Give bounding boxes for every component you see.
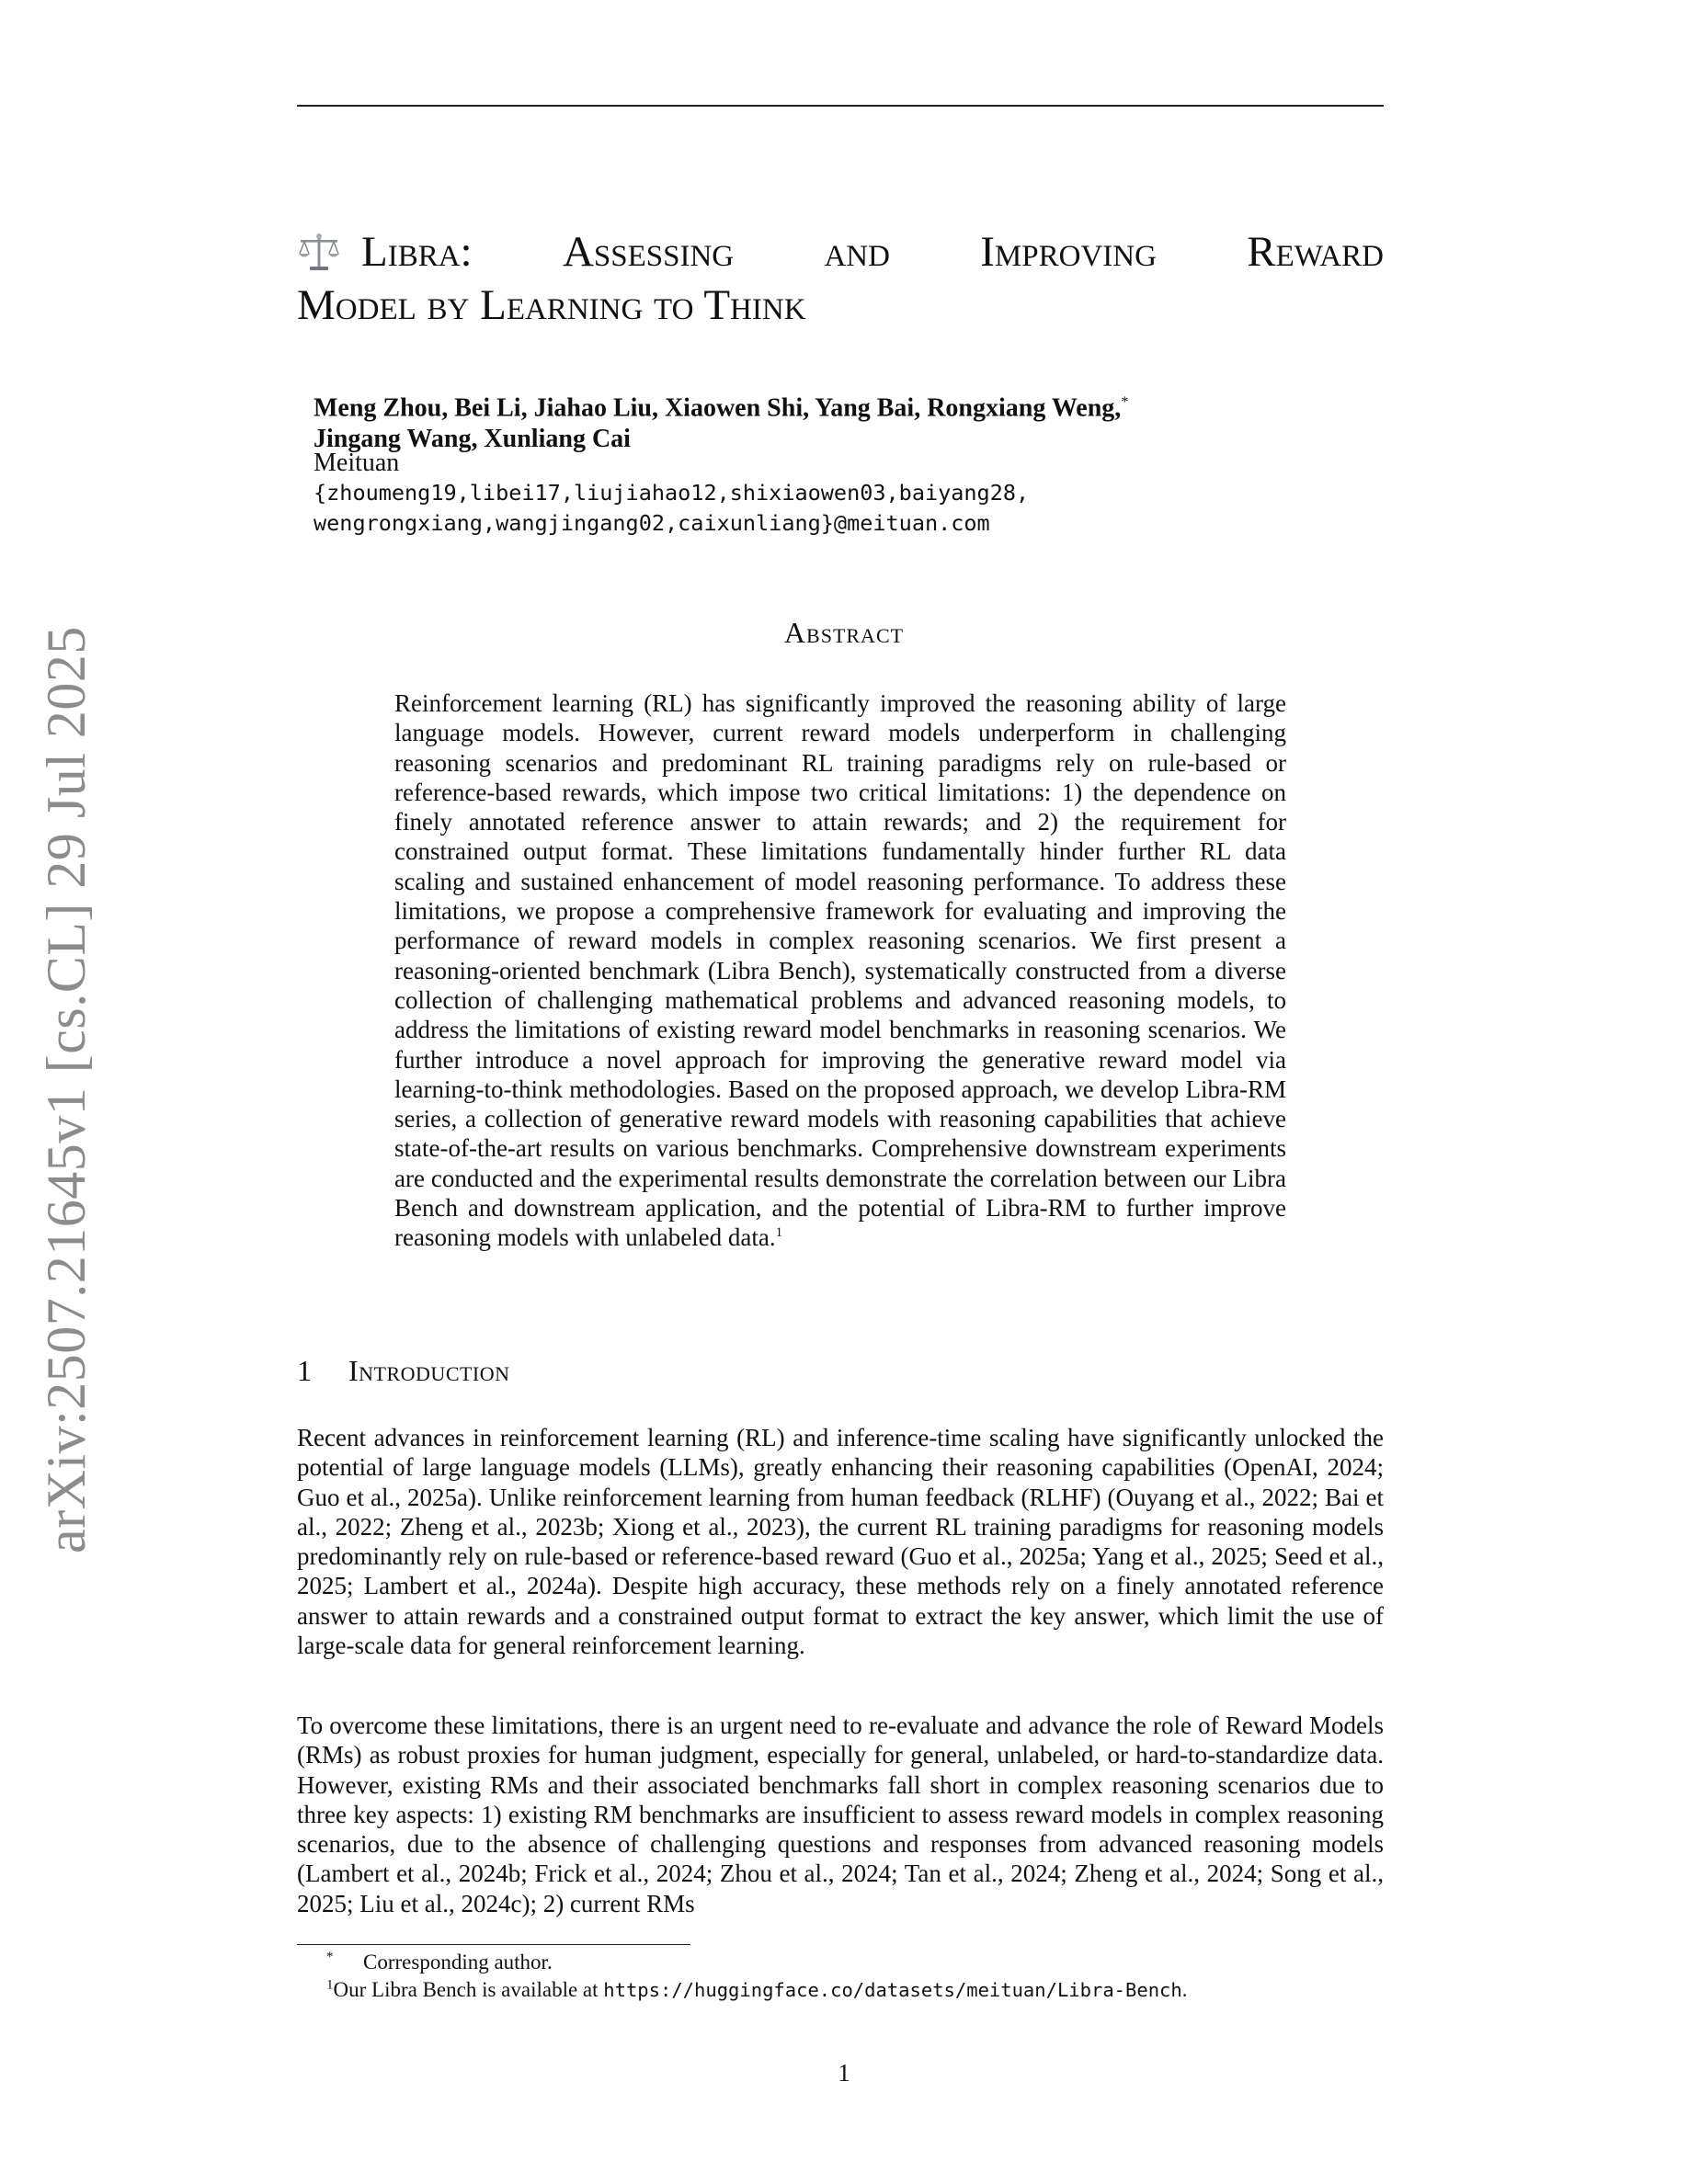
intro-paragraph-1: Recent advances in reinforcement learning (RL) and inference-time scaling have significantly unlocked the potential of large language models (LLMs), greatly enhancing their reasoning capabilities (OpenAI, 2024; Guo et al., 2025a). Unlike reinforcement learning from human feedback (RLHF) (Ouyang et al., 2022; Bai et al., 2022; Zheng et al., 2023b; Xiong et al., 2023), the current RL training paradigms for reasoning models predominantly rely on rule-based or reference-based reward (Guo et al., 2025a; Yang et al., 2025; Seed et al., 2025; Lambert et al., 2024a). Despite high accuracy, these methods rely on a finely annotated reference answer to attain rewards and a constrained output format to extract the key answer, which limit the use of large-scale data for general reinforcement learning. [297, 1424, 1384, 1660]
section-number: 1 [297, 1354, 313, 1387]
author-line-2: Jingang Wang, Xunliang Cai [314, 425, 631, 454]
abstract-heading: Abstract [783, 616, 905, 649]
title-word: Reward [1247, 228, 1384, 276]
footnote-corresponding-author: * Corresponding author. [326, 1950, 553, 1974]
title-word: Assessing [562, 228, 735, 276]
title-line-1 [297, 225, 1384, 279]
title-word: and [824, 228, 890, 276]
page-number: 1 [838, 2059, 850, 2087]
corresponding-author-mark: * [1121, 394, 1129, 410]
email-line-2: wengrongxiang,wangjingang02,caixunliang}@meituan.com [314, 510, 990, 536]
dataset-link[interactable]: https://huggingface.co/datasets/meituan/Libra-Bench [603, 1979, 1182, 2001]
abstract-body [394, 688, 1286, 1253]
header-rule [297, 105, 1384, 107]
paper-title [297, 225, 1384, 332]
title-word: Libra: [361, 228, 473, 276]
footnotes [326, 1949, 1187, 2004]
title-lead [297, 225, 473, 279]
intro-paragraph-2: To overcome these limitations, there is an urgent need to re-evaluate and advance the role of Reward Models (RMs) as robust proxies for human judgment, especially for general, unlabeled, or hard-to-standardize data. However, existing RMs and their associated benchmarks fall short in complex reasoning scenarios due to three key aspects: 1) existing RM benchmarks are insufficient to assess reward models in complex reasoning scenarios, due to the absence of challenging questions and responses from advanced reasoning models (Lambert et al., 2024b; Frick et al., 2024; Zhou et al., 2024; Tan et al., 2024; Zheng et al., 2024; Song et al., 2025; Liu et al., 2024c); 2) current RMs [297, 1712, 1384, 1917]
arxiv-identifier-stamp[interactable]: arXiv:2507.21645v1 [cs.CL] 29 Jul 2025 [36, 626, 97, 1553]
footnote-1: $^1$Our Libra Bench is available at https://huggingface.co/datasets/meituan/Libra-Bench. [326, 1977, 1188, 2001]
section-heading-introduction [297, 1354, 510, 1388]
section-title: Introduction [348, 1354, 510, 1387]
footnote-1-mark: 1 [326, 1977, 334, 1993]
affiliation: Meituan [314, 449, 400, 477]
title-word: Improving [980, 228, 1157, 276]
balance-scale-icon [297, 230, 341, 274]
abstract-text: Reinforcement learning (RL) has significantly improved the reasoning ability of large language models. However, current reward models underperform in challenging reasoning scenarios and predominant RL training paradigms rely on rule-based or reference-based rewards, which impose two critical limitations: 1) the dependence on finely annotated reference answer to attain rewards; and 2) the requirement for constrained output format. These limitations fundamentally hinder further RL data scaling and sustained enhancement of model reasoning performance. To address these limitations, we propose a comprehensive framework for evaluating and improving the performance of reward models in complex reasoning scenarios. We first present a reasoning-oriented benchmark (Libra Bench), systematically constructed from a diverse collection of challenging mathematical problems and advanced reasoning models, to address the limitations of existing reward model benchmarks in reasoning scenarios. We further introduce a novel approach for improving the generative reward model via learning-to-think methodologies. Based on the proposed approach, we develop Libra-RM series, a collection of generative reward models with reasoning capabilities that achieve state-of-the-art results on various benchmarks. Comprehensive downstream experiments are conducted and the experimental results demonstrate the correlation between our Libra Bench and downstream application, and the potential of Libra-RM to further improve reasoning models with unlabeled data. [394, 689, 1286, 1252]
author-list [314, 387, 1128, 455]
footnote-ref-1[interactable]: 1 [775, 1225, 783, 1241]
author-line-1: Meng Zhou, Bei Li, Jiahao Liu, Xiaowen Shi, Yang Bai, Rongxiang Weng,* [314, 393, 1129, 423]
email-line-1: {zhoumeng19,libei17,liujiahao12,shixiaowen03,baiyang28, [314, 480, 1030, 506]
title-line-2: Model by Learning to Think [297, 281, 806, 329]
author-emails [314, 478, 1029, 539]
footnote-rule [297, 1944, 690, 1945]
